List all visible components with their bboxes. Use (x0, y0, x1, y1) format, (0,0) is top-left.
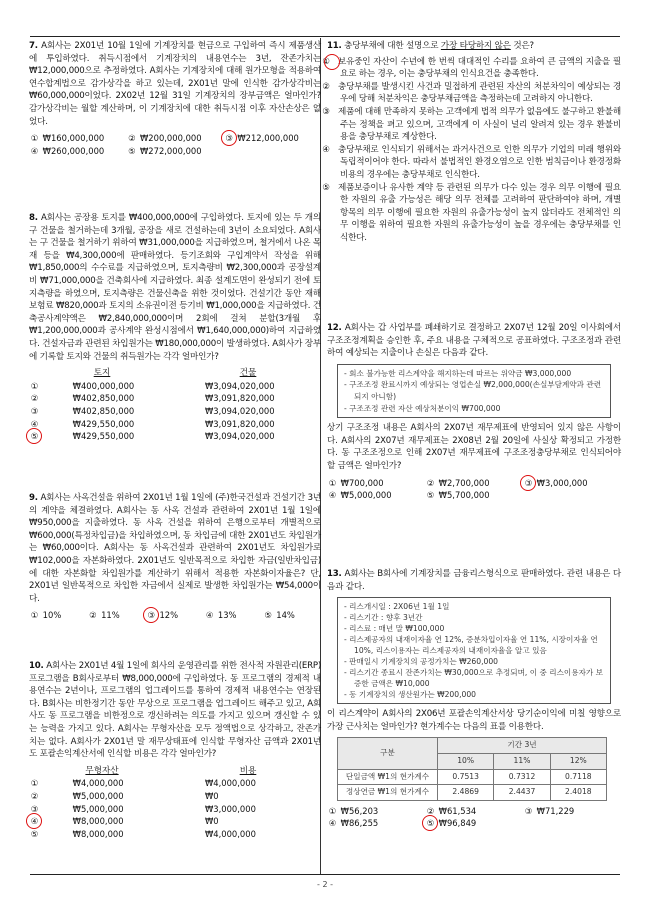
option-4[interactable]: ④ 충당부채로 인식되기 위해서는 과거사건으로 인한 의무가 기업의 미래 행위와 독립적이어야 한다. 따라서 불법적인 환경오염으로 인한 범칙금이나 환경정화비용의 경우에는 충당부채로 인식한다. (322, 144, 621, 180)
question-text-2: 상기 구조조정 내용은 A회사의 2X07년 재무제표에 반영되어 있지 않은 사항이다. A회사의 2X07년 재무제표는 2X08년 2월 20일에 사실상 확정되고 가정한다. 동 구조조정으로 인해 2X07년 재무제표에 구조조정충당부채로 인식되어야 할 금액은 얼마인가? (327, 423, 621, 471)
option-4[interactable]: ④ ₩86,255 (328, 818, 379, 829)
answer-options (327, 477, 621, 502)
option-3[interactable]: ③ ₩71,229 (524, 805, 575, 816)
answer-options (327, 805, 621, 830)
lease-terms-box: - 리스개시일 : 2X06년 1월 1일 - 리스기간 : 향후 3년간 - 리스료 : 매년 말 ₩100,000 - 리스제공자의 내재이자율 연 12%, 증분차입이자율 연 11%, 시장이자율 연 10%, 리스이용자는 리스제공자의 내재이자율을 알고 있음 - 판매일시 기계장치의 공정가치는 ₩260,000 - 리스기간 종료시 잔존가치는 ₩30,000으로 추정되며, 이 중 리스이용자가 보증한 금액은 ₩10,000 - 동 기계장치의 생산원가는 ₩200,000 (337, 597, 611, 704)
option-5[interactable]: ⑤ ₩8,000,000 ₩4,000,000 (30, 828, 256, 839)
option-4[interactable]: ④ ₩5,000,000 (328, 490, 392, 501)
question-text: A회사는 갑 사업부를 폐쇄하기로 결정하고 2X07년 12월 20일 이사회에서 구조조정계획을 승인한 후, 주요 내용을 구체적으로 공표하였다. 구조조정과 관련하여 예상되는 지출이나 손실은 다음과 같다. (327, 323, 621, 359)
option-5[interactable]: ⑤ ₩272,000,000 (128, 145, 202, 156)
answer-options (29, 609, 321, 622)
question-text: A회사는 공장용 토지를 ₩400,000,000에 구입하였다. 토지에 있는 두 개의 구 건물을 철거하는데 3개월, 공장을 새로 건설하는데 3년이 소요되었다. A회사는 구 건물을 철거하기 위하여 ₩31,000,000을 지급하였으며, 철거에서 나온 목재 등을 ₩4,300,000에 판매하였다. 등기조회와 구입계약서 작성을 위해 ₩1,850,000의 수수료를 지급하였으며, 토지측량비 ₩2,300,000과 공장설계비 ₩71,000,000을 건축회사에 지급하였다. 최종 설계도면이 완성되기 전에 토지측량을 하였으며, 토지측량은 건물신축을 위한 것이었다. 건설기간 동안 재해보험료 ₩820,000과 토지의 소유권이전 등기비 ₩1,000,000을 지급하였다. 건축공사계약액은 ₩2,840,000,000이며 2회에 걸쳐 분할(3개월 후 ₩1,200,000,000과 공사계약 완성시점에서 ₩1,640,000,000)하여 지급하였다. 건설자금과 관련된 차입원가는 ₩180,000,000이 발생하였다. A회사가 장부에 기록할 토지와 건물의 취득원가는 각각 얼마인가? (29, 213, 321, 362)
answer-options (29, 132, 321, 157)
option-1[interactable]: ① ₩700,000 (328, 477, 384, 488)
option-1[interactable]: ① 10% (30, 610, 62, 621)
question-number: 10. (29, 661, 44, 671)
selected-answer-circle: ⑤ (30, 431, 39, 442)
option-2[interactable]: ② ₩402,850,000 ₩3,091,820,000 (30, 393, 275, 404)
given-conditions-box: - 회소 불가능한 리스계약을 해지하는데 따르는 위약금 ₩3,000,000 - 구조조정 완료시까지 예상되는 영업손실 ₩2,000,000(손실부담계약과 관련되지 아니함) - 구조조정 관련 자산 예상처분이익 ₩700,000 (337, 364, 611, 418)
option-5-selected[interactable]: ⑤ ₩429,550,000 ₩3,094,020,000 (30, 431, 275, 442)
option-3-selected[interactable]: ③ ₩3,000,000 (524, 477, 588, 488)
option-4[interactable]: ④ ₩429,550,000 ₩3,091,820,000 (30, 418, 275, 429)
option-2[interactable]: ② ₩61,534 (426, 805, 477, 816)
option-2[interactable]: ② ₩5,000,000 ₩0 (30, 790, 219, 801)
option-3[interactable]: ③ 제품에 대해 만족하지 못하는 고객에게 법적 의무가 없음에도 불구하고 환불해 주는 정책을 펴고 있으며, 고객에게 이 사실이 널리 알려져 있는 경우 환불비용을 충당부채로 계상한다. (322, 106, 621, 143)
question-number: 12. (327, 323, 342, 333)
option-5[interactable]: ⑤ 제품보증이나 유사한 계약 등 관련된 의무가 다수 있는 경우 의무 이행에 필요한 자원의 유출 가능성은 해당 의무 전체를 고려하여 판단하여야 하며, 개별 항목의 의무 이행에 필요한 자원의 유출가능성이 높지 않더라도 전체적인 의무 이행을 위하여 필요한 자원의 유출가능성이 높을 경우에는 충당부채를 인식한다. (322, 182, 621, 243)
table-row: 단일금액 ₩1의 현가계수 0.7513 0.7312 0.7118 (338, 769, 607, 785)
option-4[interactable]: ④ ₩260,000,000 (30, 145, 105, 156)
option-3[interactable]: ③ ₩5,000,000 ₩3,000,000 (30, 803, 256, 814)
question-text: A회사는 2X01년 4월 1일에 회사의 운영관리를 위한 전사적 자원관리(ERP)프로그램을 B회사로부터 ₩8,000,000에 구입하였다. 동 프로그램의 경제적 내용연수는 2년이나, 프로그램의 업그레이드를 통하여 경제적 내용연수는 연장된다. B회사는 비한정기간 동안 무상으로 프로그램을 업그레이드 해주고 있고, A회사도 동 프로그램을 비한정으로 갱신하려는 의도를 가지고 있으며 갱신할 수 있는 능력을 가지고 있다. A회사는 무형자산을 모두 정액법으로 상각하고, 잔존가치는 없다. A회사가 2X01년 말 재무상태표에 인식할 무형자산 금액과 2X01년도 포괄손익계산서에 인식할 비용은 각각 얼마인가? (29, 661, 321, 760)
question-text: A회사는 2X01년 10월 1일에 기계장치를 현금으로 구입하여 즉시 제품생산에 투입하였다. 취득시점에서 기계장치의 내용연수는 3년, 잔존가치는 ₩12,000,000으로 추정하였다. A회사는 기계장치에 대해 원가모형을 적용하여 연수합계법으로 감가상각을 하고 있는데, 2X01년 말에 인식한 감가상각비는 ₩60,000,000이었다. 2X02년 12월 31일 기계장치의 장부금액은 얼마인가? 감가상각비는 월할 계산하며, 이 기계장치에 대한 취득시점 이후 자산손상은 없었다. (29, 41, 321, 127)
option-5[interactable]: ⑤ 14% (264, 610, 295, 621)
question-number: 7. (29, 41, 38, 51)
selected-answer-circle: ③ (147, 610, 156, 621)
question-text-2: 이 리스계약이 A회사의 2X06년 포괄손익계산서상 당기순이익에 미칠 영향으로 가장 근사치는 얼마인가? 현가계수는 다음의 표를 이용한다. (327, 709, 621, 732)
selected-answer-circle: ③ (524, 477, 533, 488)
option-3-selected[interactable]: ③ ₩212,000,000 (225, 133, 299, 144)
option-2[interactable]: ② ₩2,700,000 (426, 477, 490, 488)
top-rule (30, 36, 620, 37)
option-5[interactable]: ⑤ ₩5,700,000 (426, 490, 490, 501)
selected-answer-circle: ⑤ (426, 818, 435, 829)
question-emphasis: 가장 타당하지 않은 (440, 41, 511, 51)
option-2[interactable]: ② 충당부채를 발생시킨 사건과 밀접하게 관련된 자산의 처분차익이 예상되는 경우에 당해 처분차익은 충당부채금액을 측정하는데 고려하지 아니한다. (322, 81, 621, 105)
question-9 (29, 492, 321, 622)
question-number: 13. (327, 569, 342, 579)
option-1-selected[interactable]: ① 보유중인 자산이 수년에 한 번씩 대대적인 수리를 요하여 큰 금액의 지출을 필요로 하는 경우, 이는 충당부채의 인식요건을 충족한다. (322, 56, 621, 80)
question-text: A회사는 B회사에 기계장치를 금융리스형식으로 판매하였다. 관련 내용은 다음과 같다. (327, 569, 621, 592)
question-text: A회사는 사옥건설을 위하여 2X01년 1월 1일에 (주)한국건설과 건설기간 3년의 계약을 체결하였다. A회사는 동 사옥 건설과 관련하여 2X01년 1월 1일에 ₩950,000을 지출하였다. 동 사옥 건설을 위하여 은행으로부터 개별적으로 ₩600,000(특정차입금)을 차입하였으며, 동 차입금에 대한 2X01년도 차입원가는 ₩60,000이다. A회사는 동 사옥건설과 관련하여 2X01년도 차입원가로 ₩102,000을 자본화하였다. 2X01년도 일반목적으로 차입한 자금(일반차입금)에 대한 자본화할 차입원가를 계산하기 위해서 적용한 자본화이자율은? 단, 2X01년 일반목적으로 차입한 자금에서 실제로 발생한 차입원가는 ₩54,000이다. (29, 493, 321, 604)
page-number: - 2 - (317, 880, 333, 889)
question-7 (29, 40, 321, 157)
selected-answer-circle: ③ (225, 133, 233, 144)
present-value-table: 구분 기간 3년 10% 11% 12% 단일금액 ₩1의 현가계수 0.7513 0.7312 0.7118 정상연금 ₩1의 현가계수 2.4869 2.4437 2.4018 (337, 737, 607, 800)
answer-options (322, 56, 621, 243)
option-5-selected[interactable]: ⑤ ₩96,849 (426, 818, 477, 829)
option-3-selected[interactable]: ③ 12% (147, 610, 179, 621)
question-number: 11. (327, 41, 342, 51)
option-1[interactable]: ① ₩400,000,000 ₩3,094,020,000 (30, 380, 275, 391)
answer-table-header: 무형자산 비용 (85, 765, 257, 776)
option-1[interactable]: ① ₩56,203 (328, 805, 379, 816)
option-2[interactable]: ② ₩200,000,000 (128, 133, 202, 144)
question-number: 8. (29, 213, 38, 223)
option-1[interactable]: ① ₩4,000,000 ₩4,000,000 (30, 778, 256, 789)
table-row: 정상연금 ₩1의 현가계수 2.4869 2.4437 2.4018 (338, 785, 607, 801)
question-11: 11. 충당부채에 대한 설명으로 가장 타당하지 않은 것은? ① 보유중인 자산이 수년에 한 번씩 대대적인 수리를 요하여 큰 금액의 지출을 필요로 하는 경우, 이는 충당부채의 인식요건을 충족한다. ② 충당부채를 발생시킨 사건과 밀접하게 관련된 자산의 처분차익이 예상되는 경우에 당해 처분차익은 충당부채금액을 측정하는데 고려하지 아니한다. ③ 제품에 대해 만족하지 못하는 고객에게 법적 의무가 없음에도 불구하고 환불해 주는 정책을 펴고 있으며, 고객에게 이 사실이 널리 알려져 있는 경우 환불비용을 충당부채로 계상한다. ④ 충당부채로 인식되기 위해서는 과거사건으로 인한 의무가 기업의 미래 행위와 독립적이어야 한다. 따라서 불법적인 환경오염으로 인한 범칙금이나 환경정화비용의 경우에는 충당부채로 인식한다. ⑤ 제품보증이나 유사한 계약 등 관련된 의무가 다수 있는 경우 의무 이행에 필요한 자원의 유출 가능성은 해당 의무 전체를 고려하여 판단하여야 하며, 개별 항목의 의무 이행에 필요한 자원의 유출가능성이 높지 않더라도 전체적인 의무 이행을 위하여 필요한 자원의 유출가능성이 높을 경우에는 충당부채를 인식한다. (322, 41, 621, 243)
bottom-rule (30, 874, 620, 875)
option-4[interactable]: ④ 13% (205, 610, 237, 621)
question-10 (29, 660, 321, 840)
question-12 (327, 322, 621, 502)
question-13 (327, 568, 621, 830)
question-number: 9. (29, 493, 38, 503)
option-3[interactable]: ③ ₩402,850,000 ₩3,094,020,000 (30, 405, 275, 416)
selected-answer-circle: ① (327, 56, 338, 69)
option-1[interactable]: ① ₩160,000,000 (30, 133, 105, 144)
question-8 (29, 212, 321, 443)
option-2[interactable]: ② 11% (89, 610, 120, 621)
selected-answer-circle: ④ (30, 816, 39, 827)
option-4-selected[interactable]: ④ ₩8,000,000 ₩0 (30, 816, 219, 827)
question-text: 충당부채에 대한 설명으로 (344, 41, 441, 51)
answer-table-header: 토지 건물 (93, 368, 257, 379)
